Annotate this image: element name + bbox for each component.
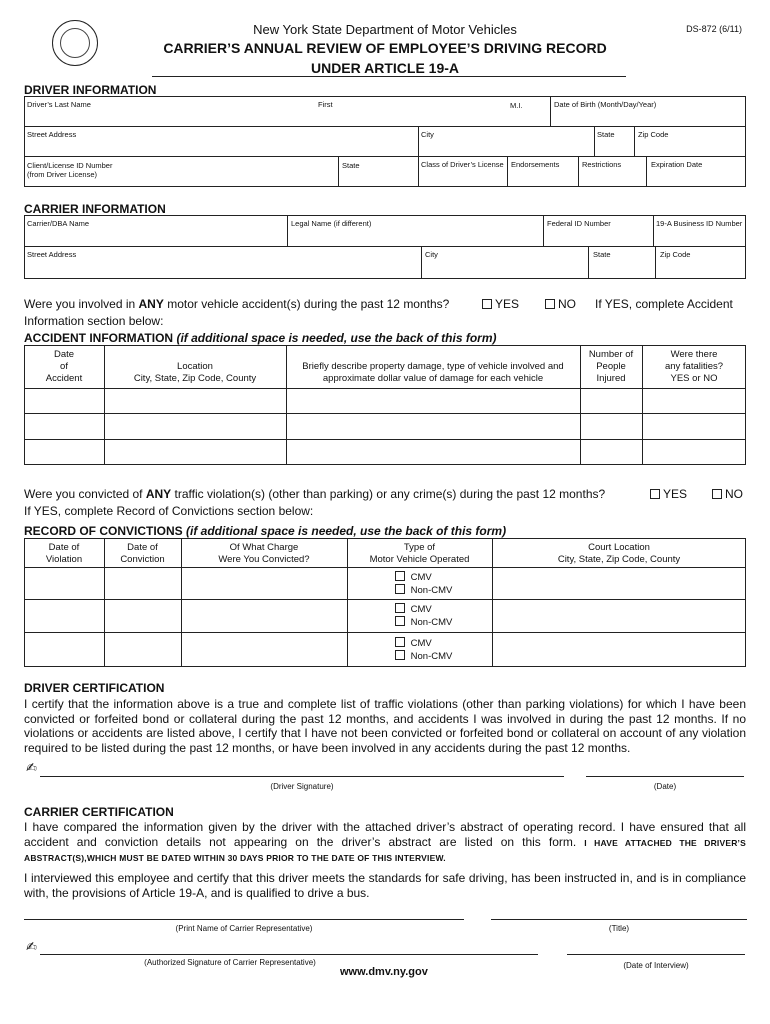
header-line: Accident: [45, 373, 83, 384]
title-rule: [152, 76, 626, 77]
signature-mark-icon: ✍: [26, 760, 37, 775]
non-cmv-label: Non-CMV: [410, 585, 453, 596]
header-line: Date: [53, 349, 75, 360]
divider: [543, 215, 544, 246]
col-description: [286, 361, 580, 385]
conviction-no-option[interactable]: [712, 487, 743, 501]
col-fatalities: [642, 349, 746, 385]
header-line: Violation: [45, 554, 83, 565]
carrier-cert-text: [24, 820, 746, 866]
checkbox-icon[interactable]: [650, 489, 660, 499]
header-line: Of What Charge: [229, 542, 299, 553]
carrier-federal-id-field[interactable]: Federal ID Number: [547, 219, 611, 228]
divider: [421, 246, 422, 279]
header-line: YES or NO: [670, 373, 718, 384]
carrier-cert-heading: CARRIER CERTIFICATION: [24, 805, 174, 819]
driver-cert-heading: DRIVER CERTIFICATION: [24, 681, 165, 695]
col-people-injured: [580, 349, 642, 385]
header-line: Date of: [127, 542, 158, 553]
form-number: DS-872 (6/11): [686, 24, 742, 34]
cmv-label: CMV: [410, 638, 432, 649]
carrier-legal-name-field[interactable]: Legal Name (if different): [291, 219, 372, 228]
carrier-info-heading: CARRIER INFORMATION: [24, 202, 166, 216]
checkbox-icon[interactable]: [545, 299, 555, 309]
non-cmv-option[interactable]: [395, 616, 452, 629]
conviction-no-label: NO: [725, 487, 743, 501]
header-line: Type of: [403, 542, 436, 553]
carrier-street-field[interactable]: Street Address: [27, 250, 77, 259]
conviction-yes-label: YES: [663, 487, 688, 501]
header-line: Conviction: [120, 554, 165, 565]
driver-license-state-field[interactable]: State: [342, 161, 360, 170]
form-subtitle: UNDER ARTICLE 19-A: [310, 60, 460, 76]
cmv-option[interactable]: [395, 637, 452, 650]
divider: [24, 413, 746, 414]
driver-client-id-field[interactable]: [27, 161, 112, 179]
driver-expiration-field[interactable]: Expiration Date: [651, 160, 703, 169]
header-line: approximate dollar value of damage for each vehicle: [322, 373, 544, 384]
checkbox-icon[interactable]: [395, 603, 405, 613]
title-line[interactable]: [491, 919, 747, 920]
carrier-zip-field[interactable]: Zip Code: [660, 250, 691, 259]
col-date-of-violation: [24, 542, 104, 566]
vehicle-options-row-1: [395, 571, 452, 597]
accident-question-any: ANY: [138, 297, 164, 311]
header-line: City, State, Zip Code, County: [133, 373, 257, 384]
header-line: Court Location: [588, 542, 650, 553]
checkbox-icon[interactable]: [395, 571, 405, 581]
conviction-question-line2: If YES, complete Record of Convictions section below:: [24, 504, 314, 518]
authorized-signature-line[interactable]: [40, 954, 538, 955]
non-cmv-label: Non-CMV: [410, 651, 453, 662]
accident-info-heading-row: [24, 331, 497, 345]
cmv-label: CMV: [410, 572, 432, 583]
divider: [287, 215, 288, 246]
accident-info-note: (if additional space is needed, use the back of this form): [176, 331, 497, 345]
divider: [338, 156, 339, 187]
checkbox-icon[interactable]: [482, 299, 492, 309]
conviction-question: [24, 487, 605, 501]
divider: [550, 96, 551, 126]
driver-cert-text: I certify that the information above is a true and complete list of traffic violations (other than parking violations) for which I have been convicted or forfeited bond or collateral during the past 12 months, and accidents I was involved in during the past 12 months. If no violations or accidents are listed above, I certify that I have not been convicted or forfeited bond or collateral on account of any violation required to be listed during the past 12 months, or have been involved in any accidents during the past 12 months.: [24, 697, 746, 755]
client-id-sublabel: (from Driver License): [27, 170, 98, 179]
divider: [24, 246, 746, 247]
header-line: Location: [177, 361, 213, 372]
divider: [655, 246, 656, 279]
interview-date-caption: (Date of Interview): [623, 961, 689, 970]
accident-no-option[interactable]: [545, 297, 576, 311]
col-vehicle-type: [347, 542, 492, 566]
header-line: any fatalities?: [664, 361, 724, 372]
header-line: Briefly describe property damage, type of vehicle involved and: [302, 361, 564, 372]
driver-dob-field[interactable]: Date of Birth (Month/Day/Year): [554, 100, 657, 109]
header-line: Were You Convicted?: [218, 554, 310, 565]
carrier-dba-field[interactable]: Carrier/DBA Name: [27, 219, 90, 228]
driver-license-class-field[interactable]: Class of Driver’s License: [421, 160, 504, 169]
driver-zip-field[interactable]: Zip Code: [638, 130, 669, 139]
accident-question: [24, 297, 449, 311]
cmv-label: CMV: [410, 604, 432, 615]
checkbox-icon[interactable]: [712, 489, 722, 499]
header-line: Date of: [48, 542, 80, 553]
col-date-of-accident: [24, 349, 104, 385]
divider: [24, 599, 746, 600]
accident-info-heading: ACCIDENT INFORMATION: [24, 331, 174, 345]
accident-if-yes: If YES, complete Accident: [595, 297, 733, 311]
accident-yes-label: YES: [495, 297, 520, 311]
interview-date-line[interactable]: [567, 954, 745, 955]
carrier-city-field[interactable]: City: [425, 250, 438, 259]
print-name-line[interactable]: [24, 919, 464, 920]
col-charge: [181, 542, 347, 566]
checkbox-icon[interactable]: [395, 650, 405, 660]
carrier-state-field[interactable]: State: [593, 250, 611, 259]
convictions-note: (if additional space is needed, use the back of this form): [186, 524, 507, 538]
divider: [24, 567, 746, 568]
driver-first-name-field[interactable]: First: [318, 100, 333, 109]
divider: [507, 156, 508, 187]
agency-name: New York State Department of Motor Vehicles: [253, 22, 517, 37]
divider: [594, 126, 595, 156]
divider: [418, 126, 419, 187]
driver-state-field[interactable]: State: [597, 130, 615, 139]
cmv-option[interactable]: [395, 603, 452, 616]
checkbox-icon[interactable]: [395, 616, 405, 626]
non-cmv-label: Non-CMV: [410, 617, 453, 628]
header-line: City, State, Zip Code, County: [557, 554, 681, 565]
accident-question-text: Were you involved in: [24, 297, 139, 311]
driver-date-line[interactable]: [586, 776, 744, 777]
header-line: People: [596, 361, 626, 372]
col-court-location: [492, 542, 746, 566]
conviction-question-text: Were you convicted of: [24, 487, 146, 501]
accident-question-text-2: motor vehicle accident(s) during the past 12 months?: [163, 297, 450, 311]
client-id-label: Client/License ID Number: [27, 161, 113, 170]
non-cmv-option[interactable]: [395, 650, 452, 663]
driver-info-heading: DRIVER INFORMATION: [24, 83, 157, 97]
vehicle-options-row-2: [395, 603, 452, 629]
accident-question-line2: Information section below:: [24, 314, 164, 328]
conviction-question-text-2: traffic violation(s) (other than parking) or any crime(s) during the past 12 months?: [171, 487, 606, 501]
cmv-option[interactable]: [395, 571, 452, 584]
carrier-info-box: [24, 215, 746, 279]
print-name-caption: (Print Name of Carrier Representative): [175, 924, 313, 933]
driver-date-caption: (Date): [653, 782, 677, 791]
carrier-cert-text-1b: I HAVE ATTACHED THE DRIVER’S ABSTRACT(S),WHICH MUST BE DATED WITHIN 30 DAYS PRIOR TO THE DATE OF THIS INTERVIEW.: [24, 837, 746, 863]
footer-url[interactable]: www.dmv.ny.gov: [340, 966, 428, 978]
non-cmv-option[interactable]: [395, 584, 452, 597]
driver-last-name-field[interactable]: Driver’s Last Name: [27, 100, 91, 109]
divider: [24, 156, 746, 157]
col-date-of-conviction: [104, 542, 181, 566]
vehicle-options-row-3: [395, 637, 452, 663]
checkbox-icon[interactable]: [395, 584, 405, 594]
divider: [646, 156, 647, 187]
carrier-cert-text-2: I interviewed this employee and certify that this driver meets the standards for safe driving, has been instructed in, and is in compliance with, the provisions of Article 19-A, and is qualified to drive a bus.: [24, 871, 746, 900]
driver-info-box: [24, 96, 746, 187]
header-line: Were there: [670, 349, 718, 360]
divider: [653, 215, 654, 246]
header-line: of: [60, 361, 68, 372]
driver-mi-field[interactable]: M.I.: [510, 101, 523, 110]
divider: [24, 388, 746, 389]
carrier-cert-text-1: I have compared the information given by the driver with the attached driver’s abstract of operating record. I have ensured that all accident and conviction details not appearing on the driver’s abstract are listed on this form.: [24, 820, 746, 849]
title-caption: (Title): [608, 924, 630, 933]
divider: [578, 156, 579, 187]
driver-signature-caption: (Driver Signature): [270, 782, 334, 791]
divider: [24, 632, 746, 633]
driver-signature-line[interactable]: [40, 776, 564, 777]
convictions-heading-row: [24, 524, 506, 538]
divider: [634, 126, 635, 156]
divider: [24, 439, 746, 440]
header-line: Motor Vehicle Operated: [369, 554, 470, 565]
driver-city-field[interactable]: City: [421, 130, 434, 139]
form-title: CARRIER’S ANNUAL REVIEW OF EMPLOYEE’S DRIVING RECORD: [163, 40, 607, 56]
signature-mark-icon: ✍: [26, 939, 37, 954]
divider: [24, 126, 746, 127]
driver-street-field[interactable]: Street Address: [27, 130, 77, 139]
convictions-heading: RECORD OF CONVICTIONS: [24, 524, 183, 538]
driver-restrictions-field[interactable]: Restrictions: [582, 160, 622, 169]
conviction-question-any: ANY: [145, 487, 172, 501]
accident-yes-option[interactable]: [482, 297, 519, 311]
conviction-yes-option[interactable]: [650, 487, 687, 501]
driver-endorsements-field[interactable]: Endorsements: [511, 160, 560, 169]
divider: [588, 246, 589, 279]
header-line: Number of: [588, 349, 634, 360]
header-line: Injured: [596, 373, 626, 384]
carrier-business-id-field[interactable]: 19-A Business ID Number: [656, 219, 743, 228]
authorized-signature-caption: (Authorized Signature of Carrier Representative): [144, 958, 316, 967]
accident-no-label: NO: [558, 297, 576, 311]
checkbox-icon[interactable]: [395, 637, 405, 647]
col-location: [104, 361, 286, 385]
